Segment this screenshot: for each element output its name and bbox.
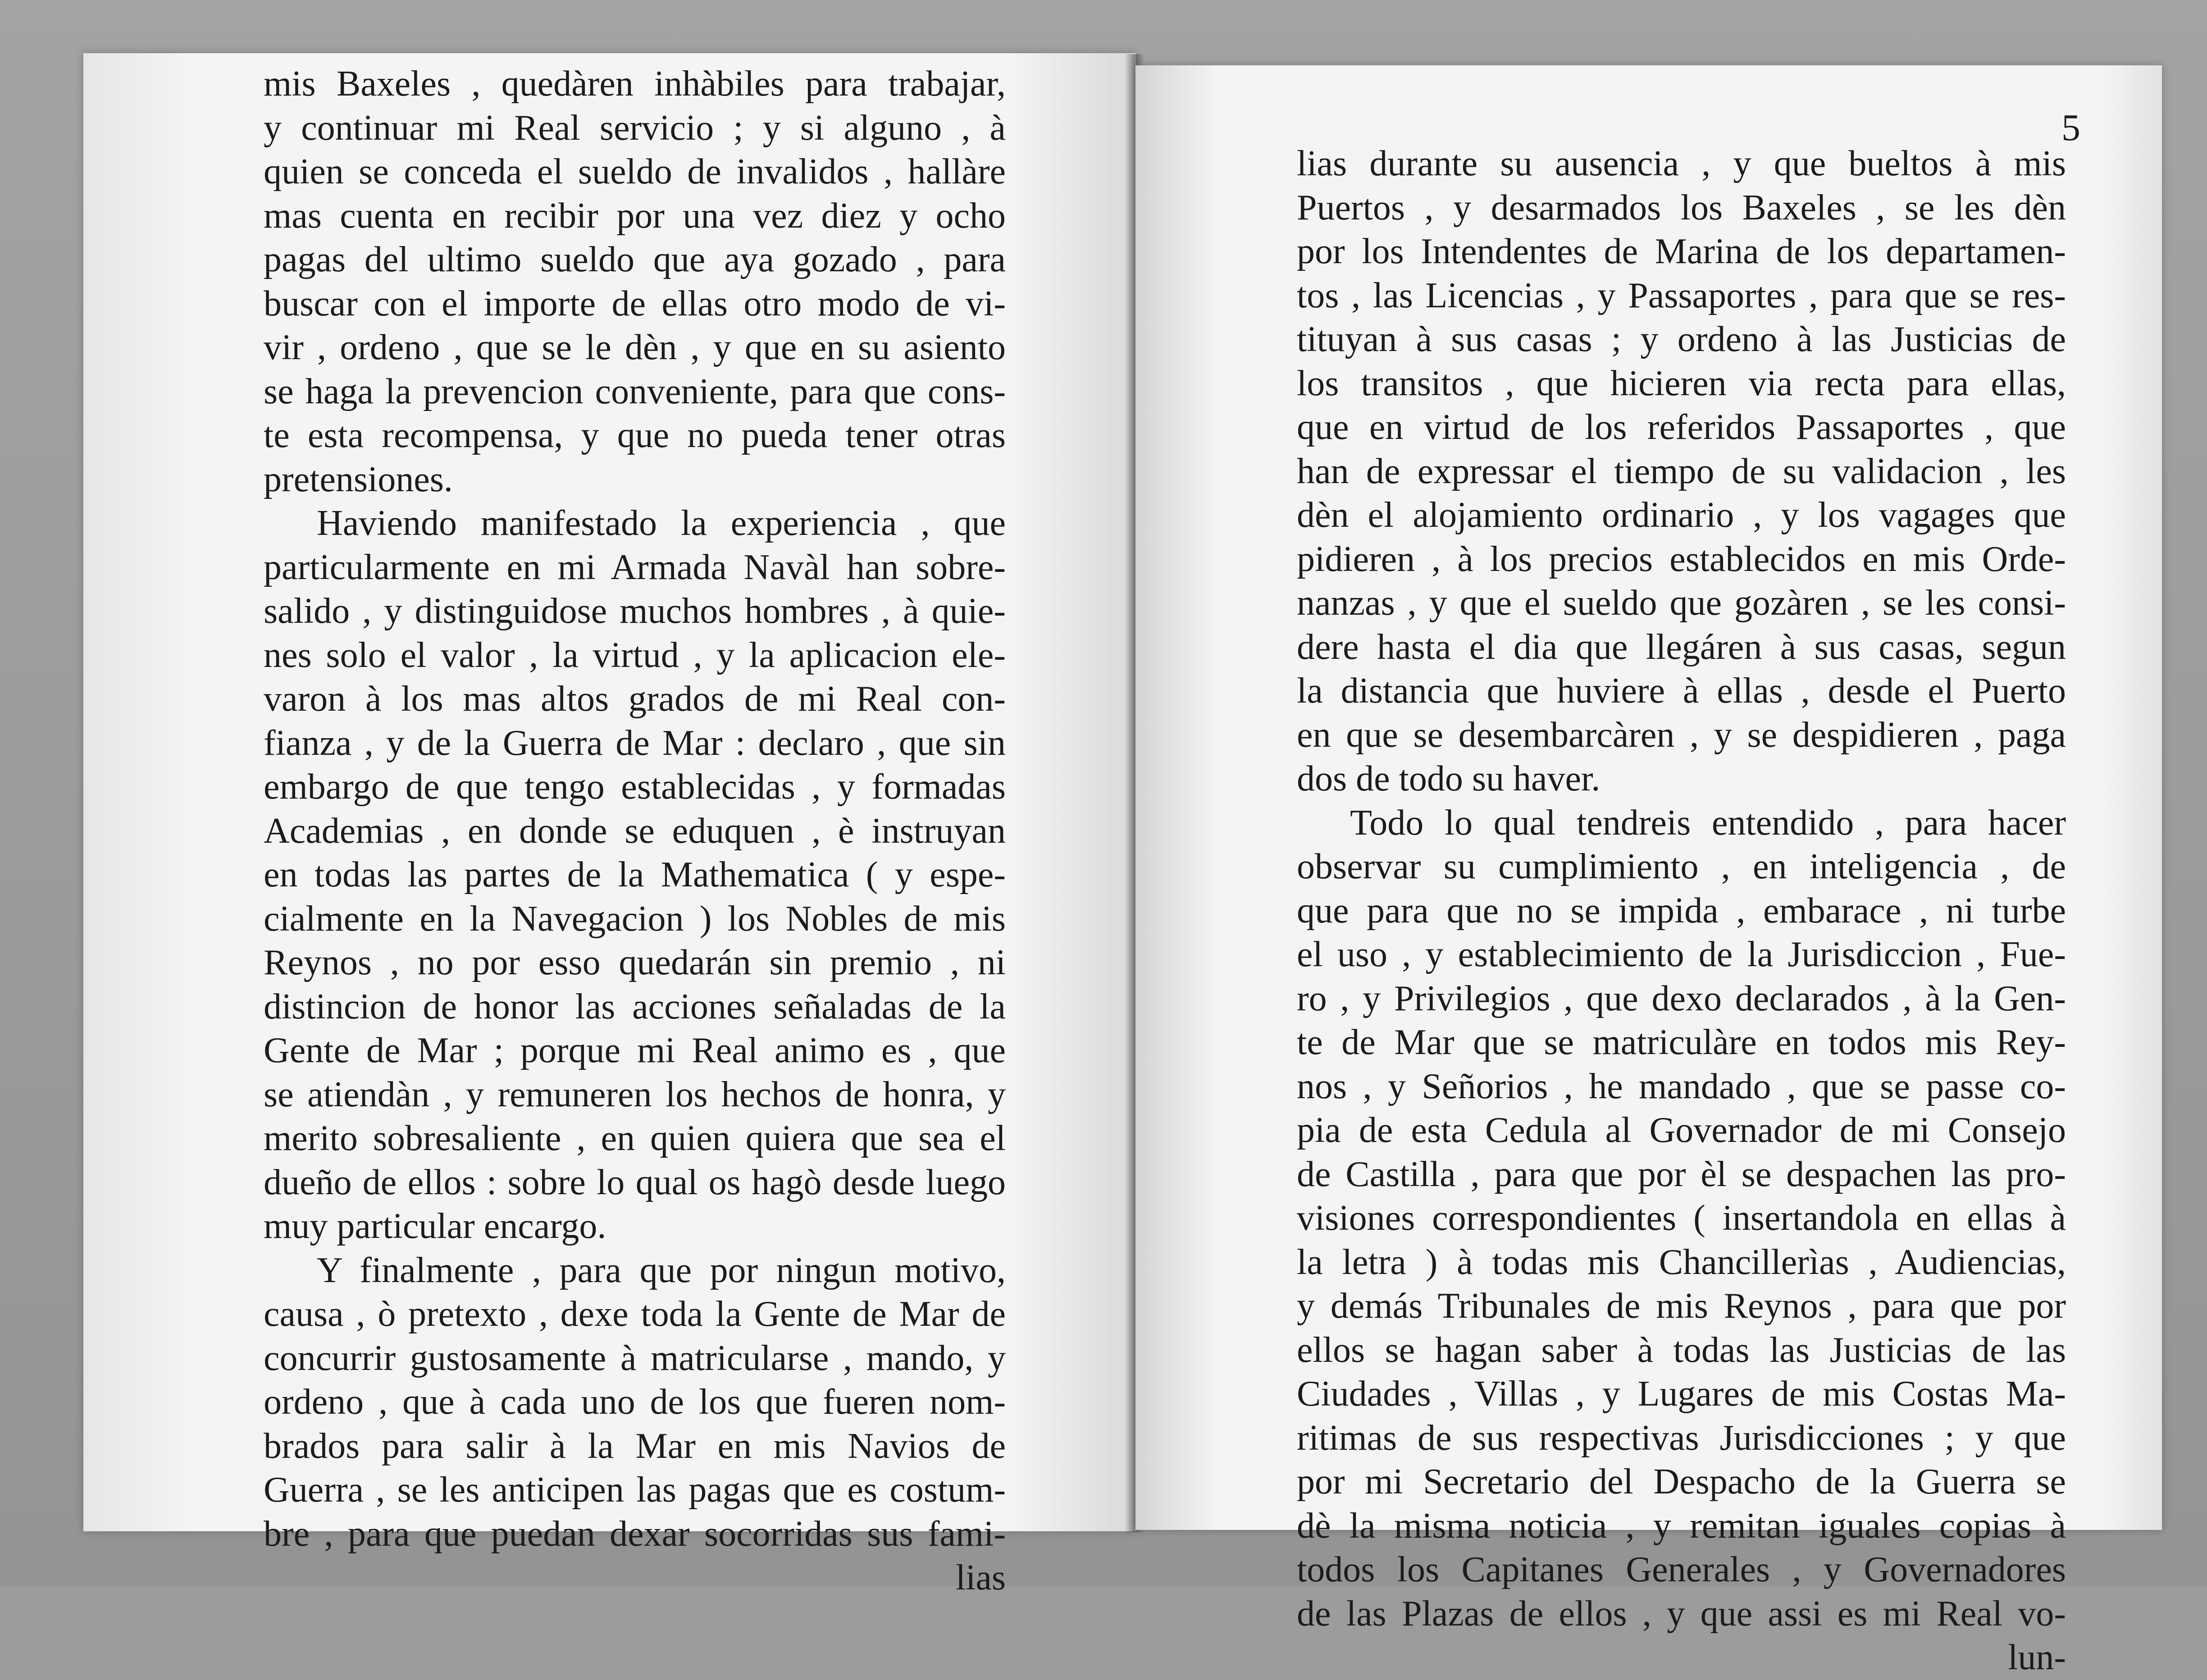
text-line: ellos se hagan saber à todas las Justicias de las	[1297, 1330, 2066, 1370]
text-line: observar su cumplimiento , en inteligencia , de	[1297, 847, 2066, 886]
text-line: vir , ordeno , que se le dèn , y que en su asiento	[264, 328, 1006, 367]
text-line: en todas las partes de la Mathematica ( y espe-	[264, 855, 1006, 895]
text-line: causa , ò pretexto , dexe toda la Gente de Mar de	[264, 1294, 1006, 1334]
text-line: nanzas , y que el sueldo que gozàren , se les consi-	[1297, 583, 2066, 623]
text-line: ro , y Privilegios , que dexo declarados , à la Gen-	[1297, 978, 2066, 1018]
text-line: mas cuenta en recibir por una vez diez y ocho	[264, 196, 1006, 236]
text-line: y demás Tribunales de mis Reynos , para que por	[1297, 1286, 2066, 1326]
right-page-text	[1297, 142, 2066, 1680]
text-line: Haviendo manifestado la experiencia , que	[317, 503, 1006, 543]
left-page-text	[264, 62, 1006, 1600]
text-line: te de Mar que se matriculàre en todos mis Rey-	[1297, 1023, 2066, 1062]
text-line: visiones correspondientes ( insertandola en ellas à	[1297, 1198, 2066, 1238]
text-line: te esta recompensa, y que no pueda tener otras	[264, 415, 1006, 455]
text-line: tos , las Licencias , y Passaportes , para que se res-	[1297, 275, 2066, 315]
page-number: 5	[2061, 107, 2080, 149]
text-line: Puertos , y desarmados los Baxeles , se les dèn	[1297, 187, 2066, 228]
text-line: Academias , en donde se eduquen , è instruyan	[264, 811, 1006, 851]
text-line: el uso , y establecimiento de la Jurisdiccion , Fue-	[1297, 935, 2066, 974]
text-line: nes solo el valor , la virtud , y la aplicacion ele-	[264, 635, 1006, 675]
text-line: lun-	[2008, 1638, 2066, 1677]
text-line: varon à los mas altos grados de mi Real con-	[264, 679, 1006, 719]
text-line: nos , y Señorios , he mandado , que se passe co-	[1297, 1066, 2066, 1106]
text-line: cialmente en la Navegacion ) los Nobles de mis	[264, 899, 1006, 939]
text-line: de las Plazas de ellos , y que assi es mi Real vo-	[1297, 1593, 2066, 1634]
text-line: pia de esta Cedula al Governador de mi Consejo	[1297, 1110, 2066, 1150]
text-line: que en virtud de los referidos Passaportes , que	[1297, 407, 2066, 447]
text-line: buscar con el importe de ellas otro modo de vi-	[264, 283, 1006, 324]
text-line: Reynos , no por esso quedarán sin premio , ni	[264, 943, 1006, 982]
text-line: ritimas de sus respectivas Jurisdicciones ; y que	[1297, 1418, 2066, 1458]
text-line: salido , y distinguidose muchos hombres , à quie-	[264, 591, 1006, 631]
text-line: Gente de Mar ; porque mi Real animo es , que	[264, 1031, 1006, 1070]
text-line: se atiendàn , y remuneren los hechos de honra, y	[264, 1074, 1006, 1114]
text-line: ordeno , que à cada uno de los que fueren nom-	[264, 1382, 1006, 1422]
text-line: de Castilla , para que por èl se despachen las pro-	[1297, 1154, 2066, 1194]
text-line: pretensiones.	[264, 459, 453, 499]
text-line: en que se desembarcàren , y se despidieren , paga	[1297, 715, 2066, 755]
text-line: fianza , y de la Guerra de Mar : declaro , que sin	[264, 723, 1006, 763]
text-line: por mi Secretario del Despacho de la Guerra se	[1297, 1462, 2066, 1502]
text-line: Ciudades , Villas , y Lugares de mis Costas Ma-	[1297, 1374, 2066, 1414]
text-line: lias	[955, 1558, 1006, 1598]
text-line: dèn el alojamiento ordinario , y los vagages que	[1297, 495, 2066, 535]
text-line: tituyan à sus casas ; y ordeno à las Justicias de	[1297, 320, 2066, 359]
text-line: particularmente en mi Armada Navàl han sobre-	[264, 547, 1006, 587]
text-line: pidieren , à los precios establecidos en mis Orde-	[1297, 539, 2066, 579]
text-line: concurrir gustosamente à matricularse , mando, y	[264, 1338, 1006, 1378]
text-line: distincion de honor las acciones señaladas de la	[264, 986, 1006, 1027]
text-line: Y finalmente , para que por ningun motivo,	[317, 1250, 1006, 1290]
text-line: Guerra , se les anticipen las pagas que es costum-	[264, 1470, 1006, 1510]
text-line: dueño de ellos : sobre lo qual os hagò desde luego	[264, 1162, 1006, 1202]
text-line: que para que no se impida , embarace , ni turbe	[1297, 890, 2066, 931]
text-line: embargo de que tengo establecidas , y formadas	[264, 767, 1006, 807]
text-line: merito sobresaliente , en quien quiera que sea el	[264, 1118, 1006, 1158]
text-line: bre , para que puedan dexar socorridas sus fami-	[264, 1514, 1006, 1554]
text-line: se haga la prevencion conveniente, para que cons-	[264, 371, 1006, 411]
text-line: muy particular encargo.	[264, 1206, 606, 1246]
text-line: por los Intendentes de Marina de los departamen-	[1297, 232, 2066, 271]
text-line: todos los Capitanes Generales , y Governadores	[1297, 1550, 2066, 1589]
text-line: los transitos , que hicieren via recta para ellas,	[1297, 363, 2066, 403]
text-line: brados para salir à la Mar en mis Navios de	[264, 1426, 1006, 1466]
text-line: Todo lo qual tendreis entendido , para hacer	[1350, 803, 2066, 843]
text-line: la letra ) à todas mis Chancillerìas , Audiencias,	[1297, 1242, 2066, 1282]
text-line: dos de todo su haver.	[1297, 759, 1601, 799]
text-line: quien se conceda el sueldo de invalidos , hallàre	[264, 152, 1006, 192]
text-line: la distancia que huviere à ellas , desde el Puerto	[1297, 671, 2066, 711]
text-line: mis Baxeles , quedàren inhàbiles para trabajar,	[264, 64, 1006, 104]
text-line: pagas del ultimo sueldo que aya gozado , para	[264, 240, 1006, 279]
text-line: han de expressar el tiempo de su validacion , les	[1297, 451, 2066, 491]
right-page	[1135, 65, 2162, 1677]
text-line: y continuar mi Real servicio ; y si alguno , à	[264, 108, 1006, 148]
text-line: lias durante su ausencia , y que bueltos à mis	[1297, 144, 2066, 183]
text-line: dè la misma noticia , y remitan iguales copias à	[1297, 1506, 2066, 1546]
left-page	[83, 53, 1136, 1598]
text-line: dere hasta el dia que llegáren à sus casas, segun	[1297, 627, 2066, 667]
